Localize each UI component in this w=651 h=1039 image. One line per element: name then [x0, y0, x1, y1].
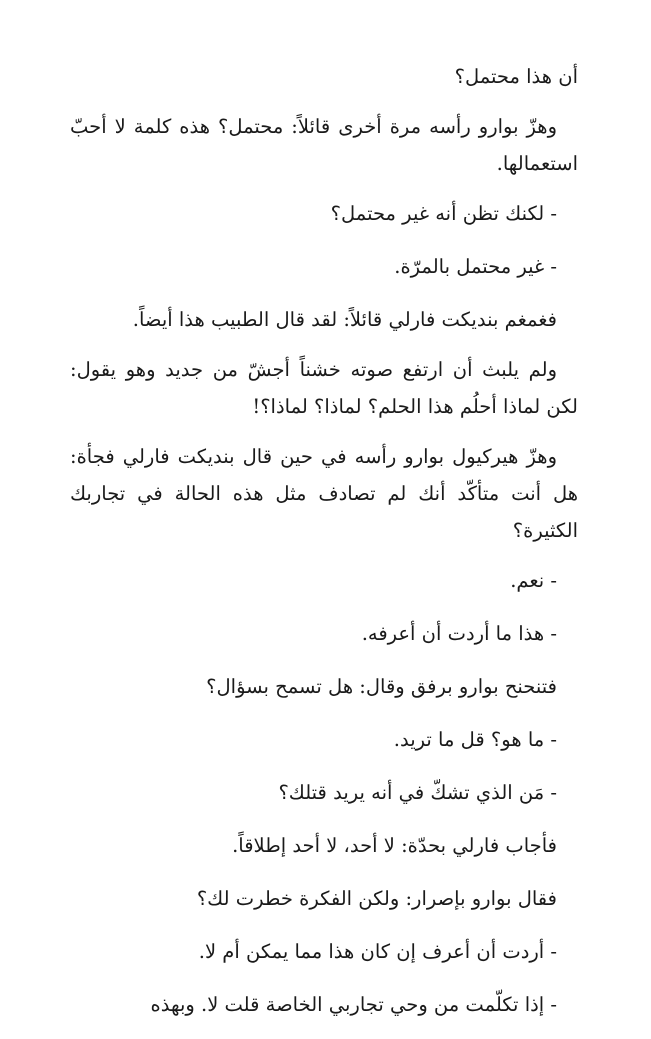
dialogue-line-7: - أردت أن أعرف إن كان هذا مما يمكن أم لا. [198, 940, 557, 963]
book-page [70, 58, 578, 1039]
paragraph-3: فغمغم بنديكت فارلي قائلاً: لقد قال الطبيب هذا أيضاً. [132, 308, 557, 331]
paragraph-2: وهزّ بوارو رأسه مرة أخرى قائلاً: محتمل؟ هذه كلمة لا أحبّ استعمالها. [70, 115, 578, 175]
paragraph-4: ولم يلبث أن ارتفع صوته خشناً أجشّ من جديد وهو يقول: لكن لماذا أحلُم هذا الحلم؟ لماذا؟ لماذا؟! [70, 358, 578, 418]
dialogue-line-2: - غير محتمل بالمرّة. [394, 255, 557, 278]
dialogue-line-1: - لكنك تظن أنه غير محتمل؟ [330, 202, 557, 225]
dialogue-line-8: - إذا تكلّمت من وحي تجاربي الخاصة قلت لا. وبهذه [150, 993, 557, 1016]
paragraph-5: وهزّ هيركيول بوارو رأسه في حين قال بنديكت فارلي فجأة: هل أنت متأكّد أنك لم تصادف مثل هذه الحالة في تجاربك الكثيرة؟ [70, 445, 578, 542]
dialogue-line-4: - هذا ما أردت أن أعرفه. [361, 622, 557, 645]
paragraph-7: فأجاب فارلي بحدّة: لا أحد، لا أحد إطلاقاً. [232, 834, 557, 857]
paragraph-1: أن هذا محتمل؟ [454, 65, 578, 88]
dialogue-line-3: - نعم. [510, 569, 557, 592]
paragraph-8: فقال بوارو بإصرار: ولكن الفكرة خطرت لك؟ [196, 887, 557, 910]
dialogue-line-5: - ما هو؟ قل ما تريد. [393, 728, 557, 751]
dialogue-line-6: - مَن الذي تشكّ في أنه يريد قتلك؟ [278, 781, 557, 804]
paragraph-6: فتنحنح بوارو برفق وقال: هل تسمح بسؤال؟ [206, 675, 557, 698]
